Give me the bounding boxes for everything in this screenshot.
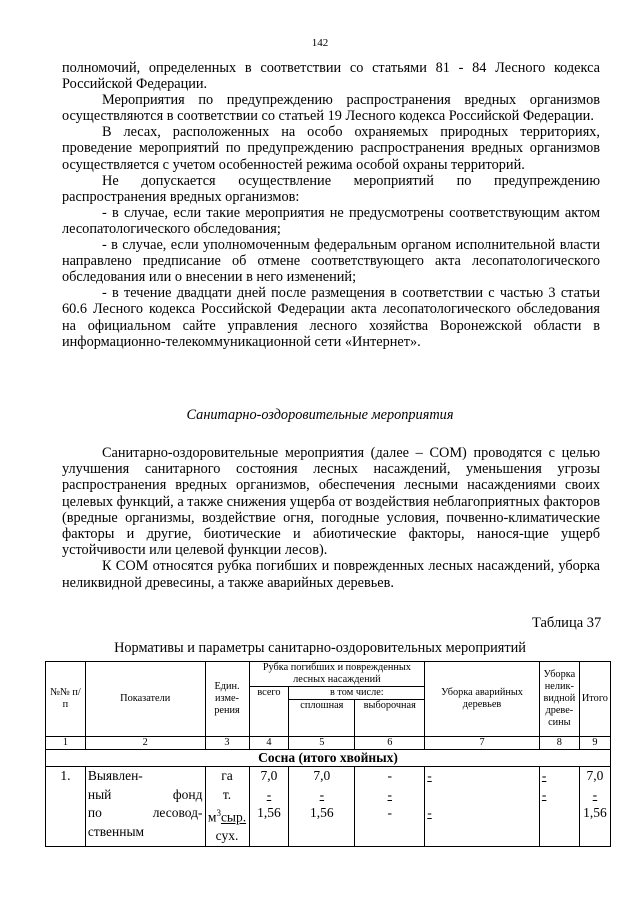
row-unit — [205, 767, 249, 847]
table-row — [46, 767, 611, 847]
unit-line: т. — [222, 786, 232, 802]
header-num: №№ п/п — [46, 662, 86, 737]
paragraph: В лесах, расположенных на особо охраняемых природных территориях, проведение мероприятий по предупреждению распространения вредных организмов осуществляется с учетом особенностей режима особой охраны территорий. — [62, 124, 600, 173]
header-felling-group: Рубка погибших и поврежденных лесных насаждений — [249, 662, 425, 687]
table-title: Нормативы и параметры санитарно-оздоровительных мероприятий — [114, 640, 526, 656]
value: - — [541, 786, 547, 802]
unit-line: сух. — [215, 828, 239, 843]
value: 7,0 — [260, 768, 278, 783]
indicator-line: Выявлен- — [87, 768, 143, 783]
unit-line: га — [221, 768, 233, 783]
value: 7,0 — [313, 768, 331, 783]
body-text-top — [62, 60, 600, 350]
paragraph: К СОМ относятся рубка погибших и поврежденных лесных насаждений, уборка неликвидной древесины, а также аварийных деревьев. — [62, 558, 600, 591]
cell-clear — [289, 767, 355, 847]
value: - — [266, 786, 272, 802]
value: - — [427, 768, 432, 783]
column-number: 6 — [355, 737, 425, 750]
column-number: 9 — [579, 737, 610, 750]
table-label: Таблица 37 — [532, 615, 602, 631]
row-num: 1. — [46, 767, 86, 847]
value: - — [541, 768, 547, 783]
indicator-line: по лесовод- — [87, 805, 203, 820]
header-clear: сплошная — [289, 700, 355, 737]
header-including: в том числе: — [289, 687, 425, 700]
value: - — [387, 805, 393, 820]
value: - — [319, 786, 325, 802]
cell-illiquid — [539, 767, 579, 847]
value: - — [592, 786, 598, 802]
cell-selective — [355, 767, 425, 847]
cell-sum — [579, 767, 610, 847]
header-total-felling: всего — [249, 687, 289, 737]
unit-line — [208, 804, 247, 827]
header-unit: Един. изме-рения — [205, 662, 249, 737]
list-item: - в течение двадцати дней после размещения в соответствии с частью 3 статьи 60.6 Лесного кодекса Российской Федерации акта лесопатологического обследования на официальном сайте управления лесного хозяйства Воронежской области в информационно-телекоммуникационной сети «Интернет». — [62, 285, 600, 350]
paragraph: Не допускается осуществление мероприятий по предупреждению распространения вредных организмов: — [62, 172, 600, 205]
column-number: 3 — [205, 737, 249, 750]
unit-base: м — [207, 809, 217, 825]
row-indicator — [85, 767, 205, 847]
column-number: 8 — [539, 737, 579, 750]
paragraph: Мероприятия по предупреждению распространения вредных организмов осуществляются в соответствии со статьей 19 Лесного кодекса Российской Федерации. — [62, 92, 600, 125]
indicator-line: ный фонд — [87, 786, 203, 802]
section-title: Санитарно-оздоровительные мероприятия — [186, 407, 454, 423]
value: 1,56 — [583, 805, 607, 820]
norms-table — [45, 661, 611, 847]
column-number: 1 — [46, 737, 86, 750]
value: 1,56 — [310, 805, 334, 820]
value: 7,0 — [586, 768, 604, 783]
value: 1,56 — [257, 805, 281, 820]
header-illiquid: Уборка нелик-видной древе-сины — [539, 662, 579, 737]
unit-sup: 3 — [216, 808, 221, 818]
header-indicator: Показатели — [85, 662, 205, 737]
column-number: 4 — [249, 737, 289, 750]
indicator-line: ственным — [87, 823, 145, 839]
value: - — [427, 805, 432, 820]
column-number: 7 — [425, 737, 540, 750]
page-number: 142 — [311, 37, 329, 49]
column-number: 5 — [289, 737, 355, 750]
body-text-section — [62, 445, 600, 591]
list-item: - в случае, если такие мероприятия не предусмотрены соответствующим актом лесопатологического обследования; — [62, 204, 600, 237]
header-emergency: Уборка аварийных деревьев — [425, 662, 540, 737]
column-number: 2 — [85, 737, 205, 750]
header-sum: Итого — [579, 662, 610, 737]
list-item: - в случае, если уполномоченным федеральным органом исполнительной власти направлено предписание об отмене соответствующего акта лесопатологического обследования или о внесении в него изменений; — [62, 237, 600, 286]
paragraph: Санитарно-оздоровительные мероприятия (далее – СОМ) проводятся с целью улучшения санитарного состояния лесных насаждений, уменьшения угрозы распространения вредных организмов, обеспечения лесными насаждениями своих целевых функций, а также снижения ущерба от воздействия неблагоприятных факторов (вредные организмы, воздействие огня, погодные условия, почвенно-климатические факторы и другие, биотические и абиотические факторы, нанося-щие ущерб устойчивости или целевой функции лесов). — [62, 445, 600, 559]
paragraph: полномочий, определенных в соответствии со статьями 81 - 84 Лесного кодекса Российской Федерации. — [62, 60, 600, 93]
header-selective: выборочная — [355, 700, 425, 737]
value: - — [387, 768, 393, 783]
cell-emergency — [425, 767, 540, 847]
value: - — [387, 786, 393, 802]
unit-raw: сыр. — [220, 809, 247, 825]
table-section-row: Сосна (итого хвойных) — [46, 750, 611, 767]
cell-total — [249, 767, 289, 847]
